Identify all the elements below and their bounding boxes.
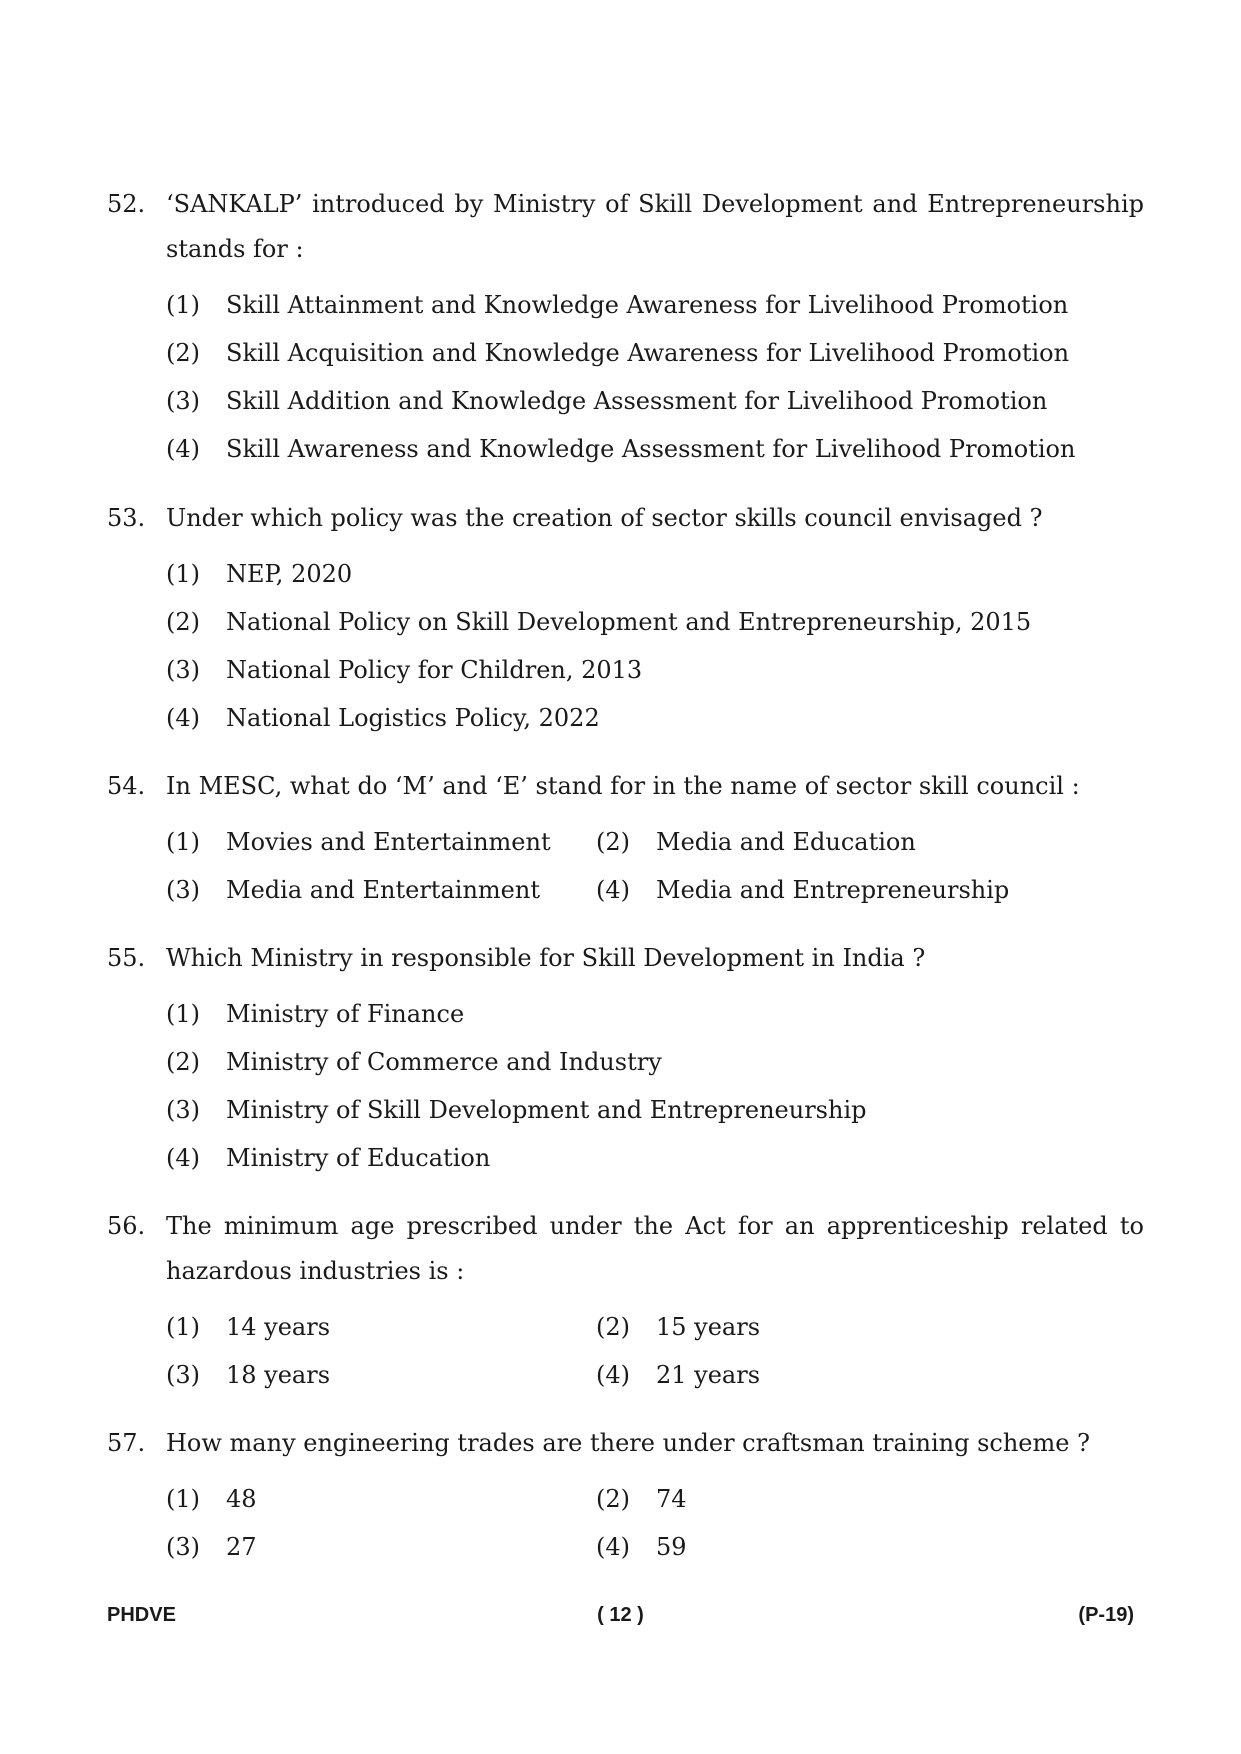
option-number: (1) (166, 291, 200, 319)
question-text: ‘SANKALP’ introduced by Ministry of Skill Development and Entrepreneurship stands for : (166, 190, 1144, 263)
question-text: The minimum age prescribed under the Act for an apprenticeship related to hazardous industries is : (166, 1212, 1144, 1285)
question-number: 55. (107, 944, 146, 972)
option-number: (2) (596, 1485, 630, 1513)
option-text: National Policy for Children, 2013 (226, 656, 643, 684)
option (166, 1048, 662, 1076)
option-number: (4) (166, 704, 200, 732)
options-list (166, 1303, 1144, 1399)
option-number: (1) (166, 560, 200, 588)
question-number: 56. (107, 1212, 146, 1240)
option-text: Movies and Entertainment (226, 828, 551, 856)
option-number: (3) (166, 876, 200, 904)
option-text: NEP, 2020 (226, 560, 353, 588)
option-number: (2) (166, 608, 200, 636)
option-number: (1) (166, 1000, 200, 1028)
options-list (166, 1475, 1144, 1571)
page-number: ( 12 ) (597, 1604, 644, 1626)
option-text: National Logistics Policy, 2022 (226, 704, 600, 732)
question-53 (107, 496, 1144, 742)
options-list (166, 550, 1144, 742)
option-text: 15 years (656, 1313, 761, 1341)
option-number: (4) (166, 435, 200, 463)
options-list (166, 281, 1144, 473)
option-text: Media and Education (656, 828, 916, 856)
option-number: (2) (596, 1313, 630, 1341)
options-list (166, 818, 1144, 914)
option-number: (4) (166, 1144, 200, 1172)
option-number: (4) (596, 1533, 630, 1561)
option-number: (2) (166, 339, 200, 367)
option-text: 48 (226, 1485, 257, 1513)
option (166, 1361, 596, 1389)
option (596, 1361, 760, 1389)
option-text: Skill Addition and Knowledge Assessment for Livelihood Promotion (226, 387, 1048, 415)
option-text: National Policy on Skill Development and Entrepreneurship, 2015 (226, 608, 1032, 636)
option-text: 18 years (226, 1361, 331, 1389)
option (166, 656, 642, 684)
option (596, 1313, 760, 1341)
option-text: Ministry of Finance (226, 1000, 465, 1028)
option-number: (2) (166, 1048, 200, 1076)
question-number: 52. (107, 190, 146, 218)
option-text: Skill Awareness and Knowledge Assessment for Livelihood Promotion (226, 435, 1076, 463)
option-text: Media and Entertainment (226, 876, 540, 904)
option (166, 387, 1047, 415)
option (166, 339, 1069, 367)
option (166, 1533, 596, 1561)
option-text: 27 (226, 1533, 257, 1561)
option-text: Ministry of Skill Development and Entrepreneurship (226, 1096, 867, 1124)
option (166, 608, 1031, 636)
option (166, 828, 596, 856)
option-number: (1) (166, 1485, 200, 1513)
option-text: Ministry of Education (226, 1144, 491, 1172)
option-text: 14 years (226, 1313, 331, 1341)
question-number: 54. (107, 772, 146, 800)
question-54 (107, 764, 1144, 914)
option (166, 1144, 490, 1172)
option-number: (4) (596, 876, 630, 904)
option-text: Ministry of Commerce and Industry (226, 1048, 662, 1076)
option-text: 59 (656, 1533, 687, 1561)
question-text: How many engineering trades are there under craftsman training scheme ? (166, 1429, 1090, 1457)
question-57 (107, 1421, 1144, 1571)
question-text: In MESC, what do ‘M’ and ‘E’ stand for in the name of sector skill council : (166, 772, 1080, 800)
option (166, 435, 1075, 463)
option-number: (3) (166, 1361, 200, 1389)
option (166, 1000, 464, 1028)
options-list (166, 990, 1144, 1182)
question-55 (107, 936, 1144, 1182)
option-number: (3) (166, 387, 200, 415)
option-number: (3) (166, 1096, 200, 1124)
option-number: (3) (166, 656, 200, 684)
option (596, 828, 916, 856)
option (166, 1313, 596, 1341)
option-number: (2) (596, 828, 630, 856)
question-number: 53. (107, 504, 146, 532)
option (166, 291, 1068, 319)
option-text: Skill Attainment and Knowledge Awareness for Livelihood Promotion (226, 291, 1069, 319)
option (166, 1485, 596, 1513)
series-code: (P-19) (1078, 1604, 1134, 1626)
option-text: Skill Acquisition and Knowledge Awareness for Livelihood Promotion (226, 339, 1070, 367)
option (166, 560, 352, 588)
question-text: Under which policy was the creation of sector skills council envisaged ? (166, 504, 1043, 532)
option (166, 1096, 867, 1124)
option-number: (1) (166, 1313, 200, 1341)
option (596, 1485, 687, 1513)
option (596, 1533, 687, 1561)
question-number: 57. (107, 1429, 146, 1457)
option-text: 74 (656, 1485, 687, 1513)
paper-code: PHDVE (107, 1604, 176, 1626)
option-number: (3) (166, 1533, 200, 1561)
option-text: 21 years (656, 1361, 761, 1389)
option-text: Media and Entrepreneurship (656, 876, 1010, 904)
option (166, 876, 596, 904)
option-number: (1) (166, 828, 200, 856)
option (596, 876, 1009, 904)
option (166, 704, 600, 732)
question-56 (107, 1204, 1144, 1399)
question-52 (107, 182, 1144, 473)
question-text: Which Ministry in responsible for Skill Development in India ? (166, 944, 926, 972)
option-number: (4) (596, 1361, 630, 1389)
